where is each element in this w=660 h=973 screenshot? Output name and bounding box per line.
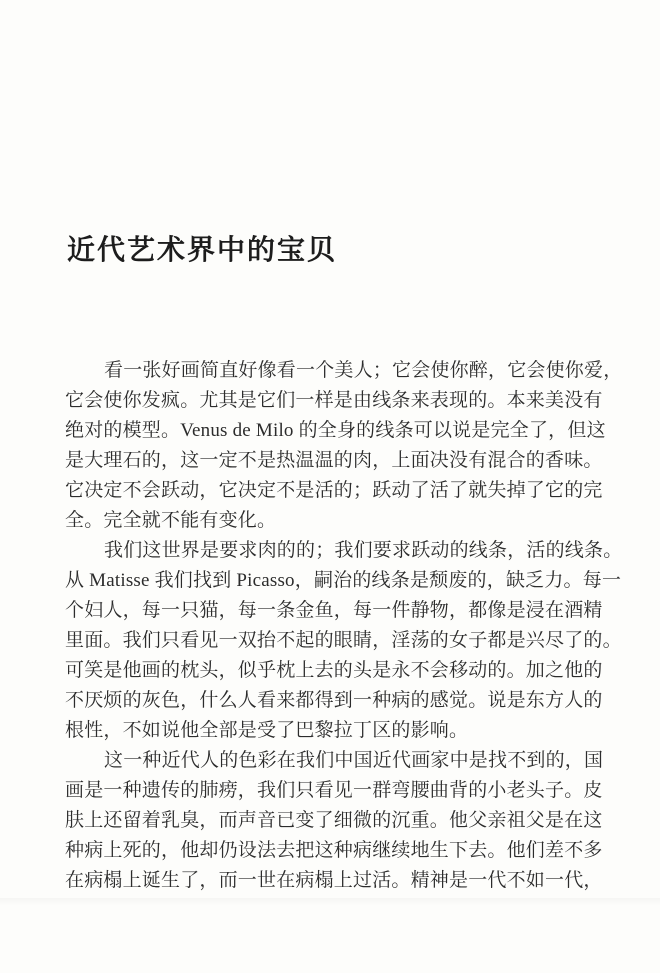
text-line: 这一种近代人的色彩在我们中国近代画家中是找不到的，国 [104,750,604,771]
text-line: 从 Matisse 我们找到 Picasso，嗣治的线条是颓废的，缺乏力。每一 [65,570,622,591]
text-line: 它决定不会跃动，它决定不是活的；跃动了活了就失掉了它的完 [65,480,603,501]
text-line: 可笑是他画的枕头，似乎枕上去的头是永不会移动的。加之他的 [65,660,603,681]
chapter-title: 近代艺术界中的宝贝 [67,233,338,266]
text-line: 画是一种遗传的肺痨，我们只看见一群弯腰曲背的小老头子。皮 [65,780,603,801]
text-line: 全。完全就不能有变化。 [65,510,277,531]
text-line: 肤上还留着乳臭，而声音已变了细微的沉重。他父亲祖父是在这 [65,810,603,831]
scan-noise-band [0,898,660,906]
text-line: 根性，不如说他全部是受了巴黎拉丁区的影响。 [65,720,469,741]
text-line: 绝对的模型。Venus de Milo 的全身的线条可以说是完全了，但这 [65,420,606,441]
text-line: 在病榻上诞生了，而一世在病榻上过活。精神是一代不如一代， [65,870,603,891]
text-line: 不厌烦的灰色，什么人看来都得到一种病的感觉。说是东方人的 [65,690,603,711]
body-text [65,356,623,896]
text-line: 看一张好画简直好像看一个美人；它会使你醉，它会使你爱， [104,360,623,381]
text-line: 是大理石的，这一定不是热温温的肉，上面决没有混合的香味。 [65,450,603,471]
text-line: 里面。我们只看见一双抬不起的眼睛，淫荡的女子都是兴尽了的。 [65,630,622,651]
text-line: 个妇人，每一只猫，每一条金鱼，每一件静物，都像是浸在酒精 [65,600,603,621]
text-line: 我们这世界是要求肉的的；我们要求跃动的线条，活的线条。 [104,540,623,561]
text-line: 种病上死的，他却仍设法去把这种病继续地生下去。他们差不多 [65,840,603,861]
text-line: 它会使你发疯。尤其是它们一样是由线条来表现的。本来美没有 [65,390,603,411]
